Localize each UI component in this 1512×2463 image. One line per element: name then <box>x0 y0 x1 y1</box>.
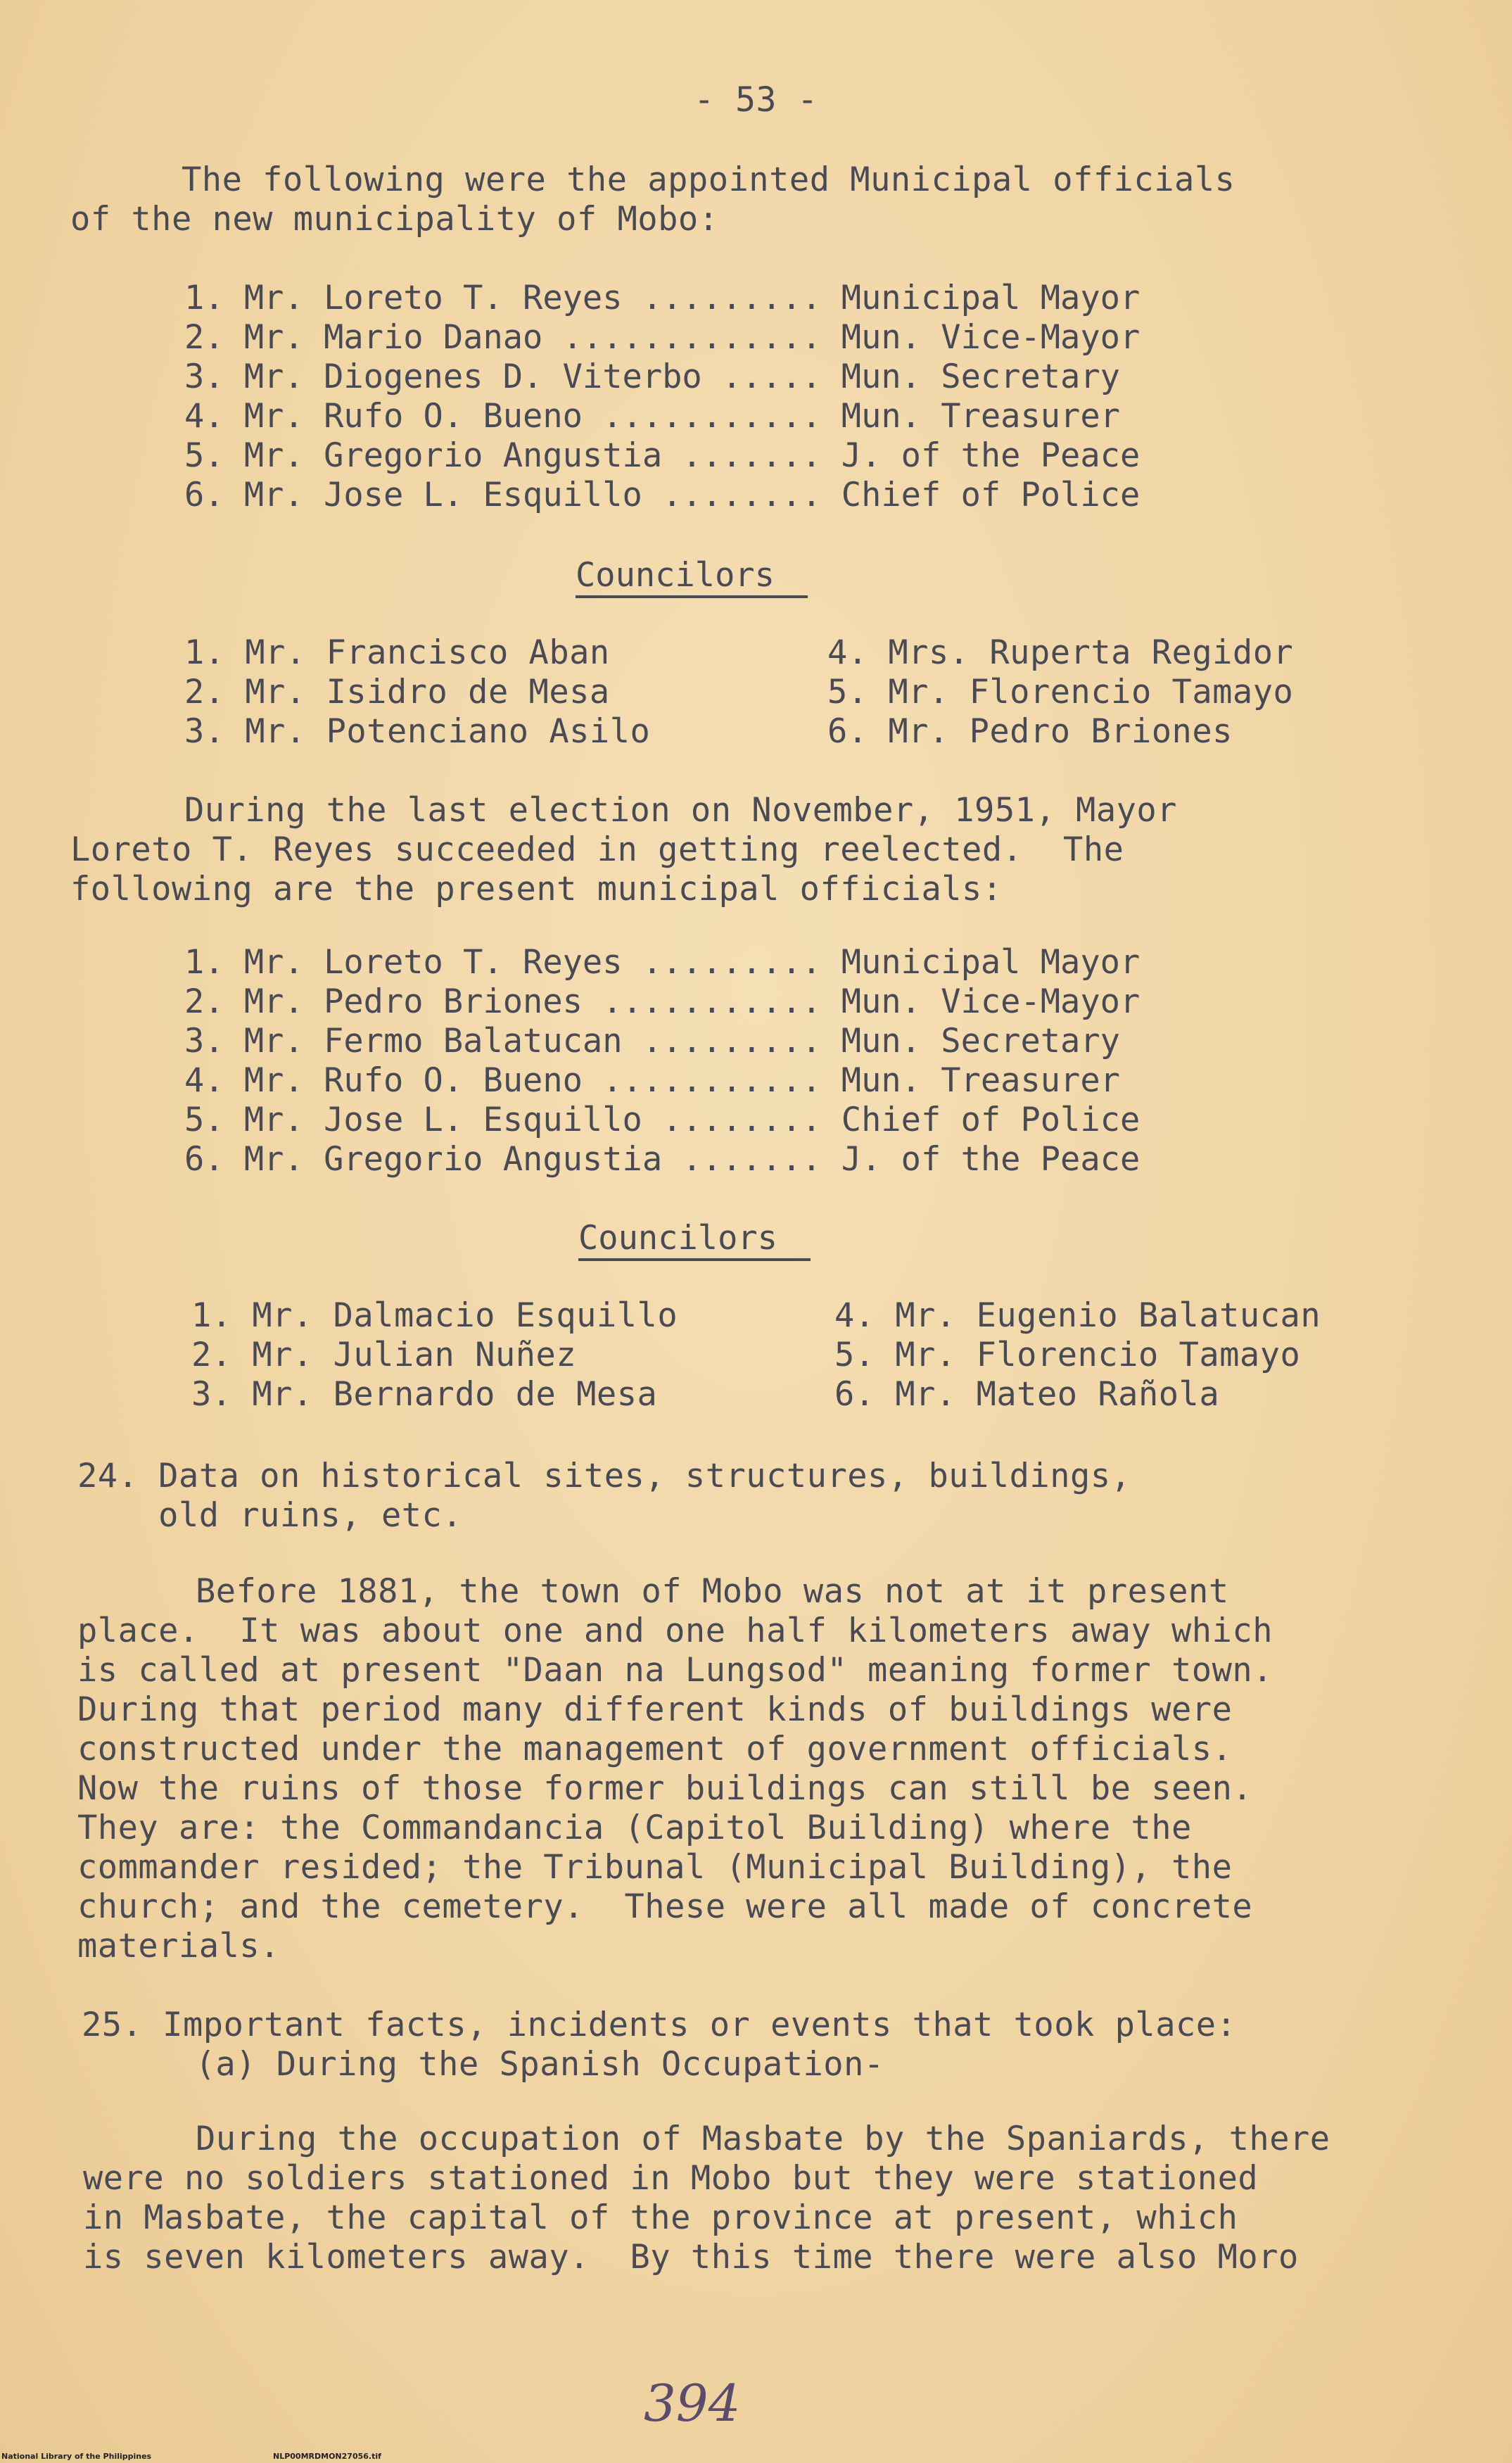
councilors-heading: Councilors <box>576 556 775 595</box>
spanish-line: were no soldiers stationed in Mobo but they were stationed <box>83 2159 1259 2198</box>
history-line: constructed under the management of government officials. <box>77 1730 1233 1768</box>
history-line: is called at present "Daan na Lungsod" meaning former town. <box>77 1651 1273 1690</box>
present-official-name: Mr. Jose L. Esquillo <box>243 1101 642 1139</box>
councilor-present-1: 1. Mr. Dalmacio Esquillo <box>191 1296 678 1335</box>
councilors-heading-underline <box>576 595 808 598</box>
history-line: They are: the Commandancia (Capitol Building) where the <box>77 1809 1192 1847</box>
present-official-number: 6. <box>184 1140 224 1179</box>
councilor-present-5: 5. Mr. Florencio Tamayo <box>834 1336 1301 1374</box>
appointed-official-row <box>184 476 1140 515</box>
present-official-row <box>184 1140 1140 1179</box>
history-line: Now the ruins of those former buildings can still be seen. <box>77 1769 1253 1808</box>
election-line-2: Loreto T. Reyes succeeded in getting reelected. The <box>70 830 1124 869</box>
footer-filename: NLP00MRDMON27056.tif <box>273 2452 381 2461</box>
present-official-number: 1. <box>184 943 224 982</box>
present-official-post: Mun. Treasurer <box>841 1061 1120 1100</box>
appointed-official-leader-dots: ....... <box>682 436 822 475</box>
appointed-official-name: Mr. Rufo O. Bueno <box>243 397 583 436</box>
appointed-official-row <box>184 397 1120 436</box>
spanish-line: During the occupation of Masbate by the Spaniards, there <box>196 2120 1330 2158</box>
appointed-official-number: 4. <box>184 397 224 436</box>
item25-line-2: (a) During the Spanish Occupation- <box>155 2045 884 2084</box>
present-official-leader-dots: ........... <box>602 1061 822 1100</box>
present-official-leader-dots: ......... <box>642 1022 822 1060</box>
appointed-official-leader-dots: ........... <box>602 397 822 436</box>
appointed-official-post: Mun. Vice-Mayor <box>841 318 1141 357</box>
present-official-post: Municipal Mayor <box>841 943 1141 982</box>
present-official-leader-dots: ....... <box>682 1140 822 1179</box>
councilors-heading-2: Councilors <box>578 1219 777 1258</box>
history-line: church; and the cemetery. These were all made of concrete <box>77 1887 1253 1926</box>
councilor-appointed-5: 5. Mr. Florencio Tamayo <box>827 673 1294 711</box>
councilor-appointed-4: 4. Mrs. Ruperta Regidor <box>827 633 1294 672</box>
appointed-official-number: 5. <box>184 436 224 475</box>
present-official-row <box>184 943 1140 982</box>
present-official-post: J. of the Peace <box>841 1140 1141 1179</box>
present-official-row <box>184 982 1140 1022</box>
present-official-leader-dots: ........ <box>662 1101 822 1139</box>
appointed-official-leader-dots: ............. <box>562 318 822 357</box>
history-line: materials. <box>77 1927 280 1965</box>
appointed-official-name: Mr. Gregorio Angustia <box>243 436 663 475</box>
handwritten-number-text: 394 <box>644 2374 741 2433</box>
appointed-official-row <box>184 436 1140 476</box>
appointed-official-number: 2. <box>184 318 224 357</box>
present-official-row <box>184 1101 1140 1140</box>
appointed-official-post: Mun. Treasurer <box>841 397 1120 436</box>
appointed-official-post: J. of the Peace <box>841 436 1141 475</box>
present-official-row <box>184 1061 1120 1101</box>
present-official-leader-dots: ........... <box>602 982 822 1021</box>
present-official-leader-dots: ......... <box>642 943 822 982</box>
councilor-appointed-3: 3. Mr. Potenciano Asilo <box>184 712 651 751</box>
appointed-official-leader-dots: ........ <box>662 476 822 514</box>
appointed-official-row <box>184 318 1140 357</box>
present-official-name: Mr. Rufo O. Bueno <box>243 1061 583 1100</box>
item25-line-1: 25. Important facts, incidents or events that took place: <box>82 2006 1237 2044</box>
item24-line-1: 24. Data on historical sites, structures, buildings, <box>77 1457 1131 1495</box>
councilor-appointed-2: 2. Mr. Isidro de Mesa <box>184 673 610 711</box>
history-line: Before 1881, the town of Mobo was not at it present <box>196 1572 1229 1611</box>
present-official-number: 2. <box>184 982 224 1021</box>
appointed-official-name: Mr. Mario Danao <box>243 318 543 357</box>
appointed-official-leader-dots: ..... <box>722 357 822 396</box>
history-line: During that period many different kinds of buildings were <box>77 1690 1233 1729</box>
footer-library: National Library of the Philippines <box>1 2452 152 2461</box>
councilor-present-2: 2. Mr. Julian Nuñez <box>191 1336 577 1374</box>
councilors-heading-2-underline <box>578 1258 811 1261</box>
appointed-official-post: Chief of Police <box>841 476 1141 514</box>
history-line: place. It was about one and one half kilometers away which <box>77 1612 1273 1650</box>
present-official-row <box>184 1022 1120 1061</box>
history-line: commander resided; the Tribunal (Municipal Building), the <box>77 1848 1233 1887</box>
appointed-official-number: 6. <box>184 476 224 514</box>
appointed-official-name: Mr. Jose L. Esquillo <box>243 476 642 514</box>
appointed-official-number: 1. <box>184 279 224 317</box>
intro-line-1: The following were the appointed Municipal officials <box>182 160 1235 199</box>
handwritten-number <box>637 2372 742 2442</box>
present-official-number: 5. <box>184 1101 224 1139</box>
councilor-appointed-6: 6. Mr. Pedro Briones <box>827 712 1233 751</box>
present-official-number: 4. <box>184 1061 224 1100</box>
intro-line-2: of the new municipality of Mobo: <box>70 200 719 239</box>
councilor-present-3: 3. Mr. Bernardo de Mesa <box>191 1375 658 1414</box>
present-official-post: Chief of Police <box>841 1101 1141 1139</box>
councilor-present-4: 4. Mr. Eugenio Balatucan <box>834 1296 1321 1335</box>
present-official-name: Mr. Pedro Briones <box>243 982 583 1021</box>
appointed-official-name: Mr. Loreto T. Reyes <box>243 279 623 317</box>
appointed-official-post: Mun. Secretary <box>841 357 1120 396</box>
election-line-1: During the last election on November, 1951, Mayor <box>184 791 1178 830</box>
spanish-line: in Masbate, the capital of the province at present, which <box>83 2198 1238 2237</box>
present-official-number: 3. <box>184 1022 224 1060</box>
spanish-line: is seven kilometers away. By this time there were also Moro <box>83 2238 1299 2277</box>
item24-line-2: old ruins, etc. <box>77 1496 463 1535</box>
page-number: - 53 - <box>694 80 818 120</box>
present-official-post: Mun. Vice-Mayor <box>841 982 1141 1021</box>
appointed-official-row <box>184 279 1140 318</box>
appointed-official-name: Mr. Diogenes D. Viterbo <box>243 357 702 396</box>
councilor-present-6: 6. Mr. Mateo Rañola <box>834 1375 1220 1414</box>
present-official-name: Mr. Gregorio Angustia <box>243 1140 663 1179</box>
present-official-post: Mun. Secretary <box>841 1022 1120 1060</box>
appointed-official-row <box>184 357 1120 397</box>
appointed-official-post: Municipal Mayor <box>841 279 1141 317</box>
appointed-official-leader-dots: ......... <box>642 279 822 317</box>
present-official-name: Mr. Loreto T. Reyes <box>243 943 623 982</box>
election-line-3: following are the present municipal officials: <box>70 870 1003 908</box>
appointed-official-number: 3. <box>184 357 224 396</box>
present-official-name: Mr. Fermo Balatucan <box>243 1022 623 1060</box>
councilor-appointed-1: 1. Mr. Francisco Aban <box>184 633 610 672</box>
